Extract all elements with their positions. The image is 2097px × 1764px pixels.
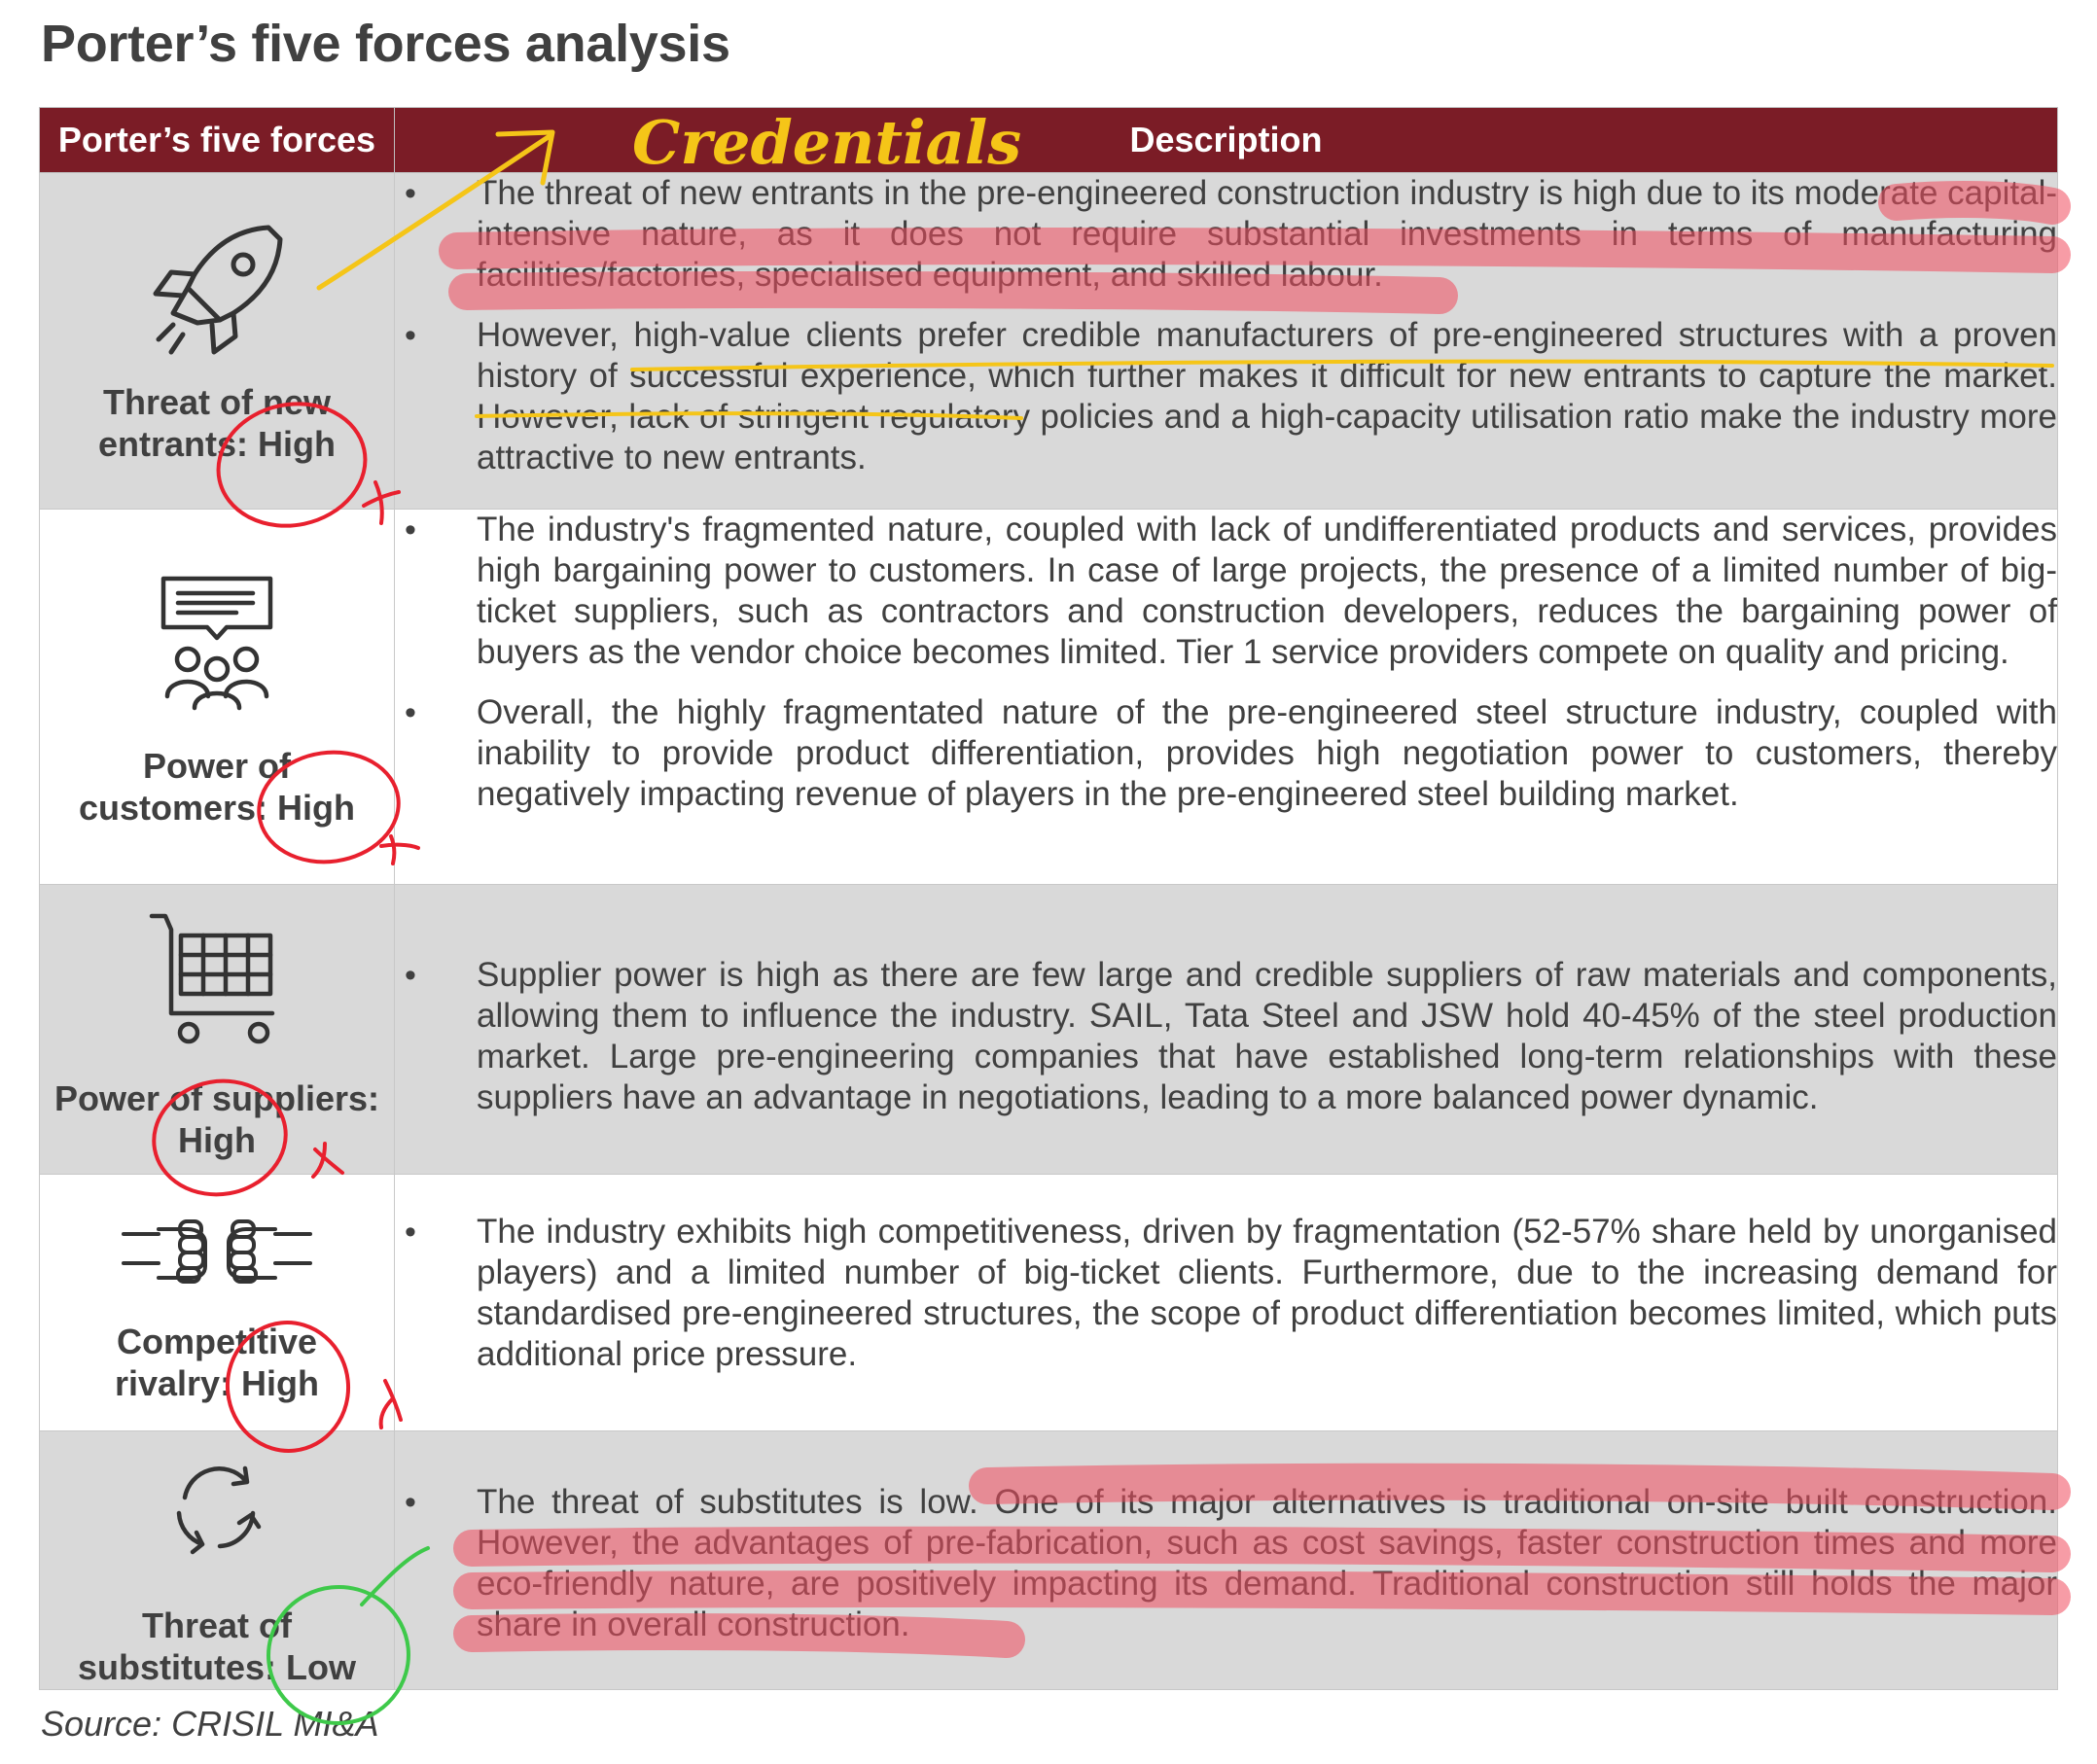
list-item: • The threat of substitutes is low. One of its major alternatives is traditional on-site built construction. However, the advantages of pre-fabrication, such as cost savings, faster construction times and more eco-friendly nature, are positively impacting its demand. Traditional construction still holds the major share in overall construction. (477, 1482, 2057, 1645)
recycle-arrows-icon (163, 1457, 270, 1564)
table-row (40, 173, 2058, 510)
description-cell (395, 1431, 2058, 1690)
handwritten-note: Credentials (632, 107, 1022, 178)
force-label: Competitive rivalry: High (114, 1322, 320, 1403)
list-item: • The industry exhibits high competitiveness, driven by fragmentation (52-57% share held by unorganised players) and a limited number of big-ticket clients. Furthermore, due to the increasing demand for standardised pre-engineered structures, the scope of product differentiation becomes limited, which puts additional price pressure. (477, 1212, 2057, 1375)
rocket-icon (144, 218, 290, 364)
customers-chat-icon (144, 574, 290, 720)
column-header-forces: Porter’s five forces (40, 108, 395, 173)
table-row (40, 510, 2058, 885)
description-cell (395, 885, 2058, 1175)
force-cell (40, 1175, 395, 1431)
force-cell (40, 1431, 395, 1690)
force-label: Threat of substitutes: Low (78, 1605, 356, 1687)
description-cell (395, 510, 2058, 885)
bullet-list (395, 173, 2057, 478)
list-item: • Supplier power is high as there are few large and credible suppliers of raw materials and components, allowing them to influence the industry. SAIL, Tata Steel and JSW hold 40-45% of the steel production market. Large pre-engineering companies that have established long-term relationships with these suppliers have an advantage in negotiations, leading to a more balanced power dynamic. (477, 955, 2057, 1118)
bullet-list (395, 955, 2057, 1118)
list-item: • Overall, the highly fragmentated nature of the pre-engineered steel structure industry, coupled with inability to provide product differentiation, provides high negotiation power to customers, thereby negatively impacting revenue of players in the pre-engineered steel building market. (477, 692, 2057, 815)
list-item: • The threat of new entrants in the pre-engineered construction industry is high due to its moderate capital-intensive nature, as it does not require substantial investments in terms of manufacturing facilities/factories, specialised equipment, and skilled labour. (477, 173, 2057, 296)
list-item: • The industry's fragmented nature, coupled with lack of undifferentiated products and services, provides high bargaining power to customers. In case of large projects, the presence of a limited number of big-ticket suppliers, such as contractors and construction developers, reduces the bargaining power of buyers as the vendor choice becomes limited. Tier 1 service providers compete on quality and pricing. (477, 510, 2057, 673)
force-label: Power of customers: High (78, 746, 356, 828)
description-cell (395, 173, 2058, 510)
bullet-list (395, 1212, 2057, 1375)
table-row (40, 1431, 2058, 1690)
table-row (40, 885, 2058, 1175)
force-cell (40, 510, 395, 885)
force-label: Power of suppliers: High (53, 1078, 380, 1160)
five-forces-table (39, 107, 2058, 1690)
list-item: • However, high-value clients prefer credible manufacturers of pre-engineered structures with a proven history of successful experience, which further makes it difficult for new entrants to capture the market. However, lack of stringent regulatory policies and a high-capacity utilisation ratio make the industry more attractive to new entrants. (477, 315, 2057, 478)
source-note: Source: CRISIL MI&A (41, 1704, 379, 1744)
bullet-list (395, 510, 2057, 815)
table-header-row (40, 108, 2058, 173)
description-cell (395, 1175, 2058, 1431)
force-cell (40, 173, 395, 510)
bullet-list (395, 1482, 2057, 1645)
table-row (40, 1175, 2058, 1431)
force-label: Threat of new entrants: High (97, 382, 336, 464)
page-title: Porter’s five forces analysis (41, 15, 730, 73)
shopping-cart-icon (144, 908, 290, 1054)
force-cell (40, 885, 395, 1175)
column-header-description: Description (395, 108, 2058, 173)
fist-bump-icon (120, 1210, 314, 1288)
